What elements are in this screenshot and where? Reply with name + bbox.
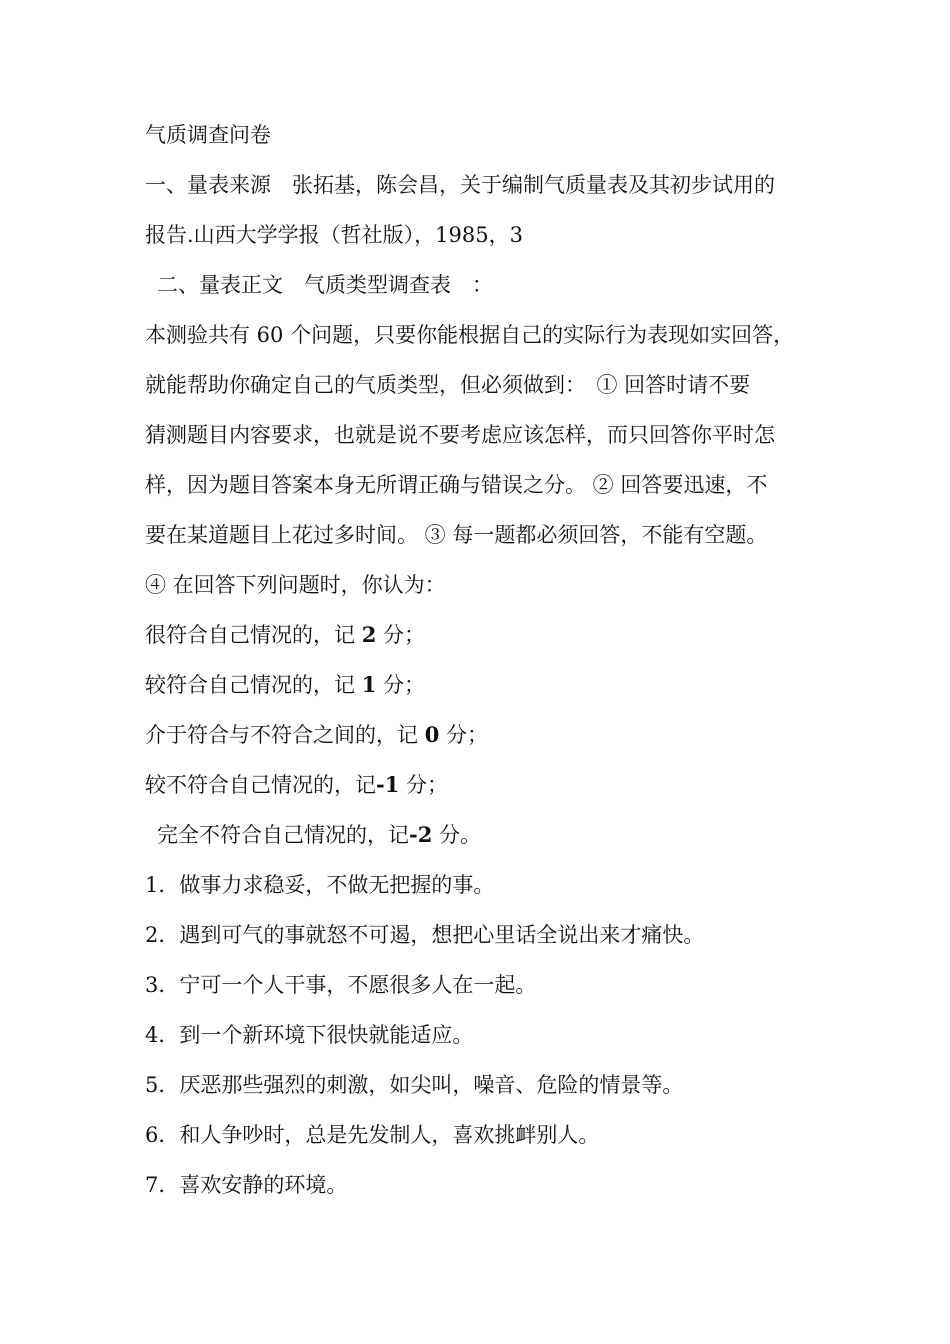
source-line-1: 一、量表来源 张拓基，陈会昌，关于编制气质量表及其初步试用的	[145, 173, 775, 197]
scoring-suffix: 分。	[432, 823, 482, 847]
question-item: 4．到一个新环境下很快就能适应。	[145, 1023, 474, 1047]
scoring-text: 较不符合自己情况的，记	[145, 773, 376, 797]
question-item: 3．宁可一个人干事，不愿很多人在一起。	[145, 973, 537, 997]
question-item: 7．喜欢安静的环境。	[145, 1173, 348, 1197]
question-item: 5．厌恶那些强烈的刺激，如尖叫，噪音、危险的情景等。	[145, 1073, 684, 1097]
section-heading: 二、量表正文 气质类型调查表 ：	[157, 273, 493, 297]
scoring-suffix: 分；	[399, 773, 449, 797]
scoring-text: 较符合自己情况的，记	[145, 673, 362, 697]
question-item: 1．做事力求稳妥，不做无把握的事。	[145, 873, 495, 897]
scoring-suffix: 分；	[376, 623, 425, 647]
intro-line: 要在某道题目上花过多时间。 ③ 每一题都必须回答，不能有空题。	[145, 523, 768, 547]
source-line-2: 报告.山西大学学报（哲社版），1985，3	[145, 223, 523, 247]
intro-line: ④ 在回答下列问题时，你认为：	[145, 573, 446, 597]
scoring-value: 1	[361, 672, 377, 697]
scoring-text: 介于符合与不符合之间的，记	[145, 723, 425, 747]
scoring-rule	[157, 821, 481, 849]
document-title: 气质调查问卷	[145, 123, 271, 147]
intro-line: 猜测题目内容要求，也就是说不要考虑应该怎样，而只回答你平时怎	[145, 423, 775, 447]
scoring-rule	[145, 771, 448, 799]
question-item: 6．和人争吵时，总是先发制人，喜欢挑衅别人。	[145, 1123, 600, 1147]
scoring-rule	[145, 671, 425, 699]
intro-line: 样，因为题目答案本身无所谓正确与错误之分。 ② 回答要迅速，不	[145, 473, 768, 497]
scoring-text: 完全不符合自己情况的，记	[157, 823, 409, 847]
intro-line: 本测验共有 60 个问题，只要你能根据自己的实际行为表现如实回答，	[145, 323, 795, 347]
scoring-text: 很符合自己情况的，记	[145, 623, 362, 647]
intro-line: 就能帮助你确定自己的气质类型，但必须做到： ① 回答时请不要	[145, 373, 751, 397]
scoring-rule	[145, 721, 488, 749]
scoring-value: 0	[424, 722, 440, 747]
question-item: 2．遇到可气的事就怒不可遏，想把心里话全说出来才痛快。	[145, 923, 705, 947]
scoring-suffix: 分；	[439, 723, 488, 747]
scoring-value: -1	[376, 772, 400, 797]
scoring-rule	[145, 621, 425, 649]
scoring-value: 2	[361, 622, 377, 647]
scoring-value: -2	[409, 822, 433, 847]
scoring-suffix: 分；	[376, 673, 425, 697]
